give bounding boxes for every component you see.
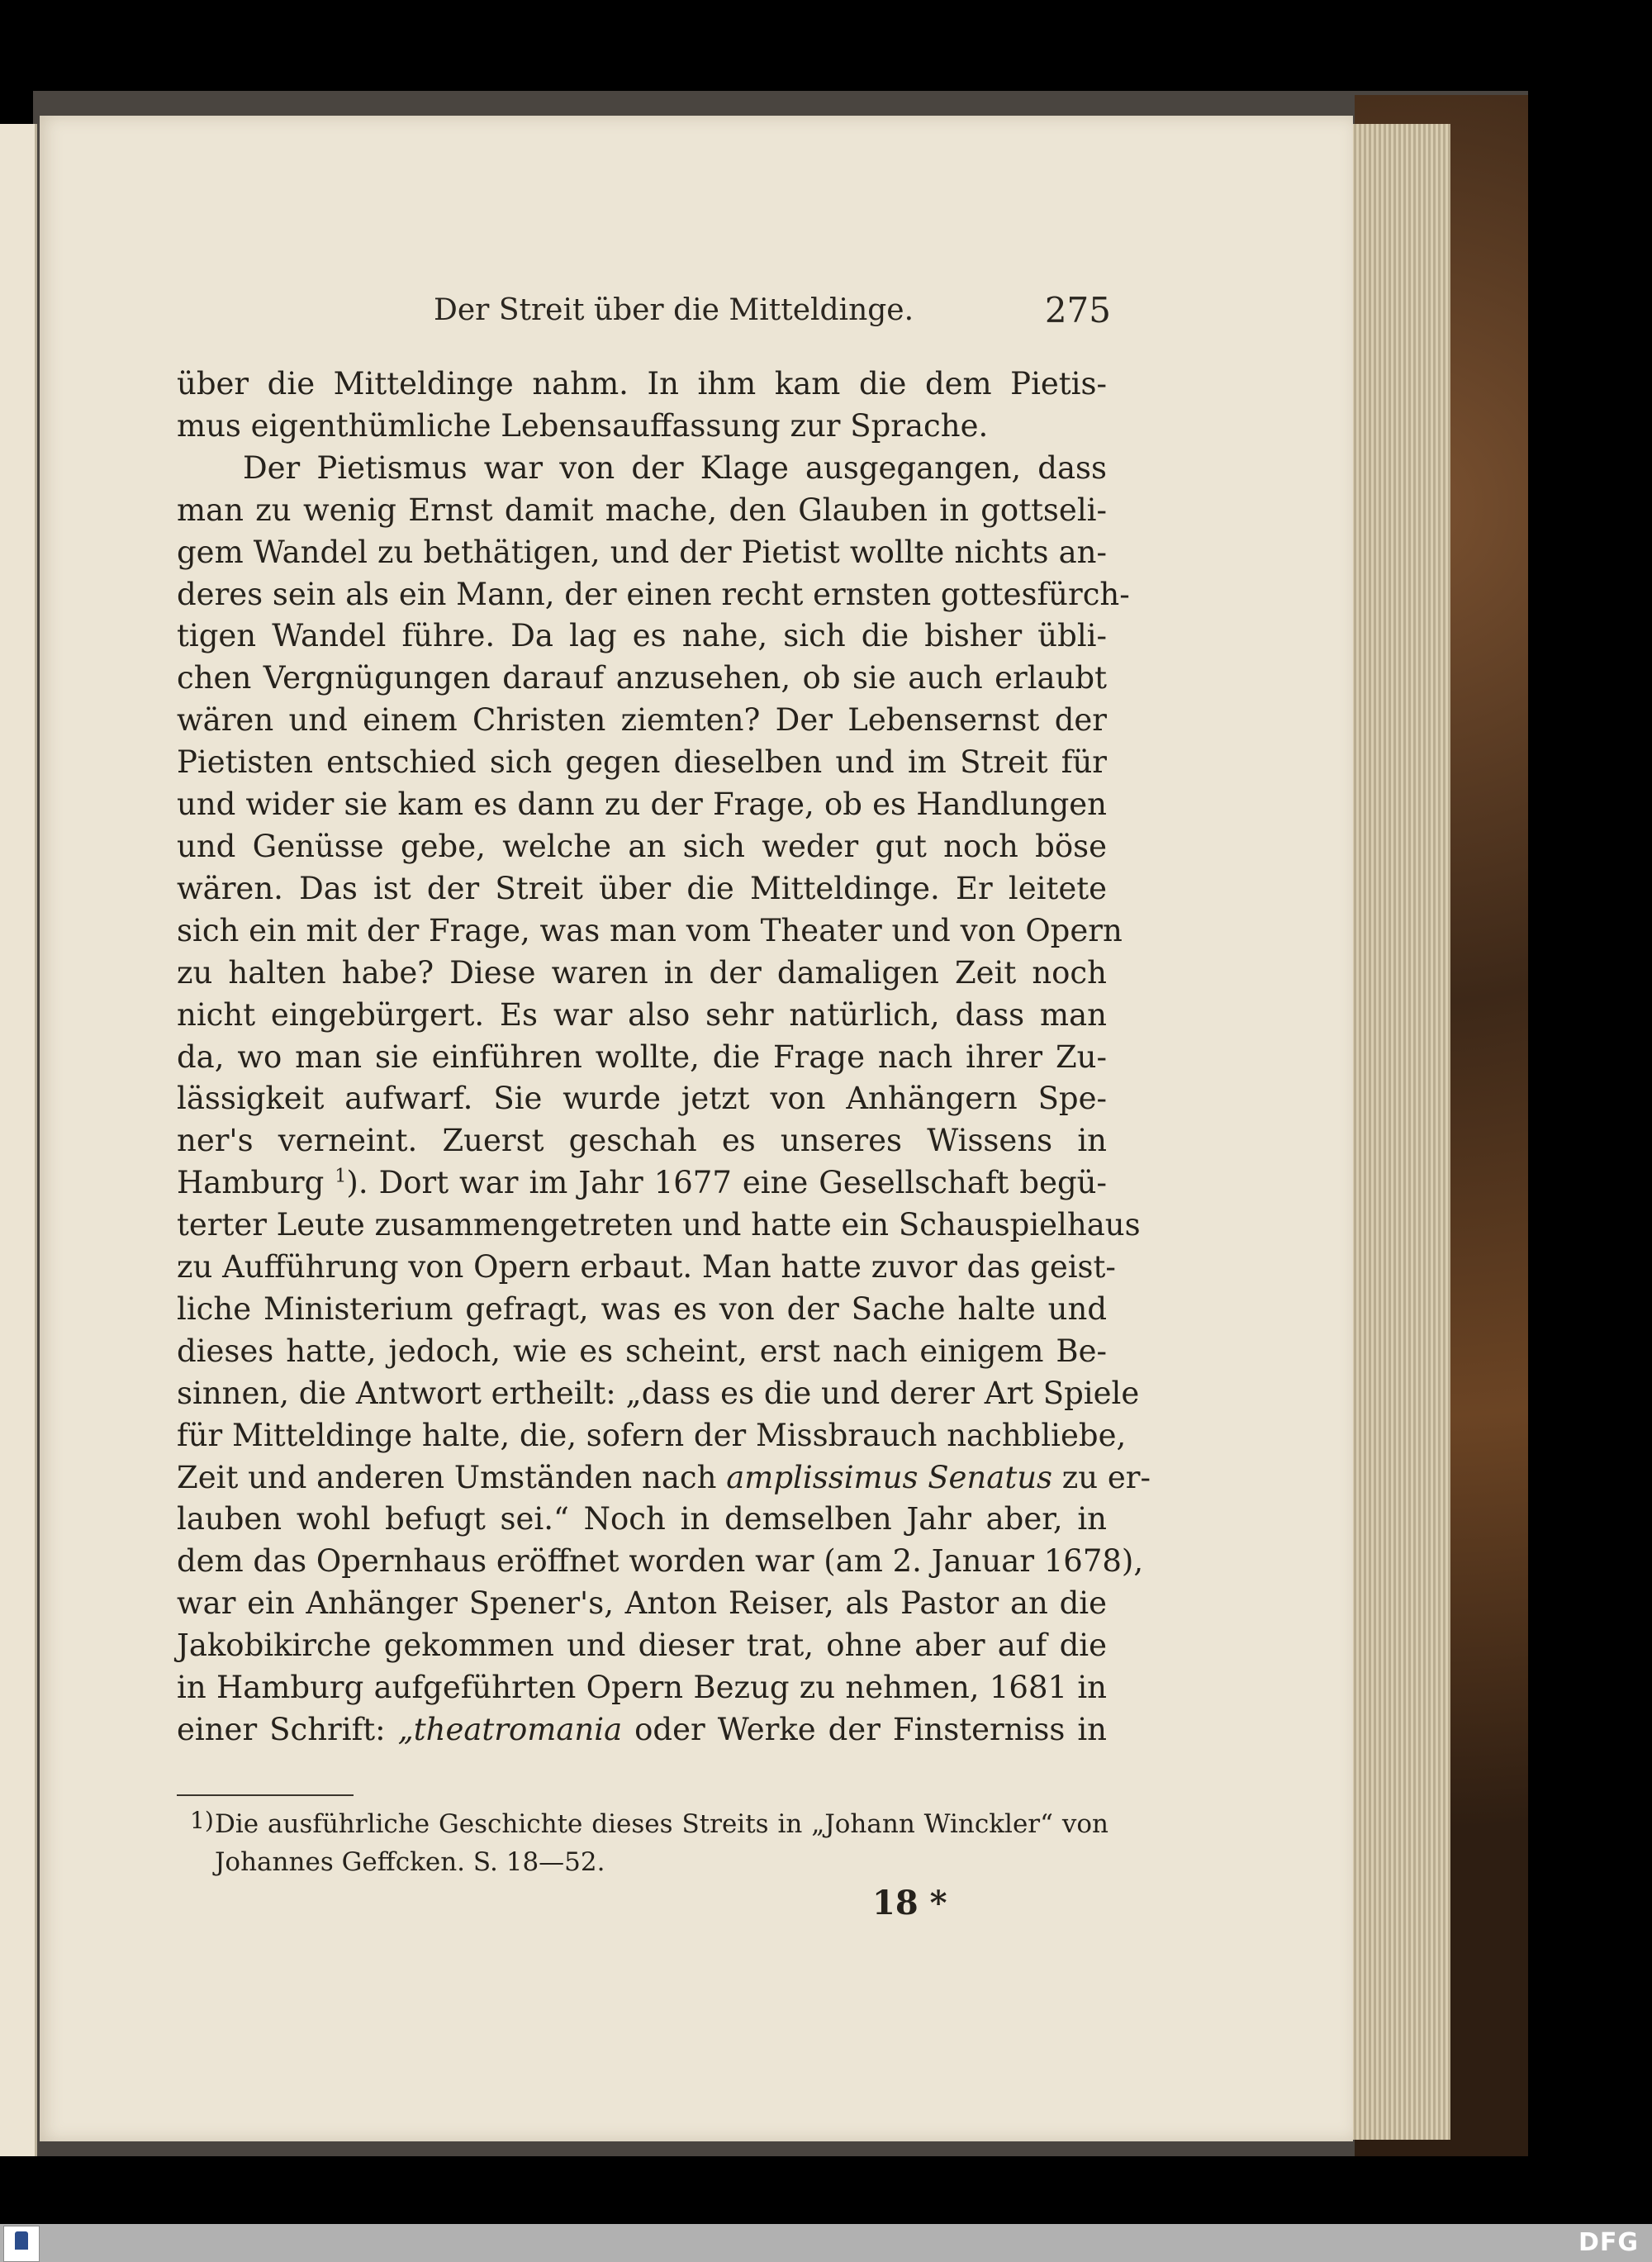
- text-line: [177, 1331, 1107, 1373]
- text-fragment: wären. Das ist der Streit über die Mitteldinge. Er leitete: [177, 870, 1107, 906]
- running-head-title: Der Streit über die Mitteldinge.: [434, 293, 914, 327]
- text-line: [177, 700, 1107, 742]
- text-fragment: liche Ministerium gefragt, was es von der Sache halte und: [177, 1290, 1107, 1327]
- footnote: [190, 1805, 1108, 1881]
- text-fragment: Die ausführliche Geschichte dieses Streits in „Johann Winckler“ von: [215, 1809, 1108, 1839]
- text-line: [177, 995, 1107, 1037]
- footnote-rule: [177, 1794, 354, 1796]
- text-fragment: Jakobikirche gekommen und dieser trat, ohne aber auf die: [177, 1628, 1107, 1664]
- text-fragment: chen Vergnügungen darauf anzusehen, ob sie auch erlaubt: [177, 660, 1107, 696]
- text-fragment: oder Werke der Finsterniss in: [622, 1712, 1107, 1747]
- text-fragment: dieses hatte, jedoch, wie es scheint, erst nach einigem Be-: [177, 1333, 1107, 1369]
- text-line: [177, 490, 1107, 532]
- text-fragment: Johannes Geffcken. S. 18—52.: [215, 1847, 605, 1877]
- running-head: [434, 290, 1111, 343]
- text-line: [177, 1162, 1107, 1205]
- text-fragment: deres sein als ein Mann, der einen recht ernsten gottesfürch-: [177, 576, 1130, 612]
- text-line: [177, 406, 1107, 448]
- text-fragment: zu Aufführung von Opern erbaut. Man hatte zuvor das geist-: [177, 1249, 1116, 1285]
- text-line: [177, 1078, 1107, 1120]
- text-line: [177, 910, 1123, 953]
- text-fragment: lässigkeit aufwarf. Sie wurde jetzt von Anhängern Spe-: [177, 1081, 1107, 1117]
- text-fragment: lauben wohl befugt sei.“ Noch in demselben Jahr aber, in: [177, 1501, 1107, 1537]
- text-line: [177, 532, 1107, 574]
- text-fragment: in Hamburg aufgeführten Opern Bezug zu nehmen, 1681 in: [177, 1670, 1107, 1706]
- text-fragment: über die Mitteldinge nahm. In ihm kam die dem Pietis-: [177, 366, 1107, 402]
- library-logo-mark: [15, 2231, 28, 2250]
- italic-phrase: „theatromania: [397, 1712, 623, 1747]
- text-fragment: für Mitteldinge halte, die, sofern der Missbrauch nachbliebe,: [177, 1417, 1127, 1453]
- text-line: [177, 364, 1107, 406]
- text-line: [177, 1205, 1141, 1247]
- text-line: [177, 448, 1107, 490]
- footnote-reference: 1: [335, 1165, 347, 1187]
- italic-phrase: amplissimus Senatus: [726, 1459, 1053, 1495]
- text-fragment: tigen Wandel führe. Da lag es nahe, sich die bisher übli-: [177, 618, 1107, 654]
- text-fragment: und Genüsse gebe, welche an sich weder gut noch böse: [177, 828, 1107, 864]
- text-line: [177, 1709, 1107, 1751]
- text-line: [177, 1667, 1107, 1709]
- footnote-marker: 1): [190, 1807, 214, 1834]
- text-fragment: und wider sie kam es dann zu der Frage, ob es Handlungen: [177, 786, 1107, 823]
- page-block-edges: [1351, 124, 1450, 2140]
- text-fragment: Der Pietismus war von der Klage ausgegangen, dass: [243, 449, 1107, 486]
- text-fragment: gem Wandel zu bethätigen, und der Pietist wollte nichts an-: [177, 534, 1107, 570]
- page-number: 275: [1044, 290, 1111, 330]
- text-line: [177, 1037, 1107, 1079]
- text-fragment: man zu wenig Ernst damit mache, den Glauben in gottseli-: [177, 492, 1107, 528]
- footnote-line: [215, 1805, 1108, 1843]
- text-fragment: war ein Anhänger Spener's, Anton Reiser, als Pastor an die: [177, 1585, 1107, 1622]
- text-fragment: einer Schrift:: [177, 1712, 398, 1747]
- body-text: [177, 364, 1151, 1751]
- text-line: [177, 615, 1107, 658]
- text-line: [177, 1541, 1144, 1583]
- left-page-edge: [0, 124, 37, 2156]
- text-fragment: nicht eingebürgert. Es war also sehr natürlich, dass man: [177, 996, 1107, 1033]
- text-fragment: dem das Opernhaus eröffnet worden war (am 2. Januar 1678),: [177, 1543, 1144, 1580]
- text-fragment: terter Leute zusammengetreten und hatte ein Schauspielhaus: [177, 1207, 1141, 1243]
- text-fragment: wären und einem Christen ziemten? Der Lebensernst der: [177, 702, 1107, 739]
- text-line: [177, 1373, 1140, 1415]
- text-fragment: zu halten habe? Diese waren in der damaligen Zeit noch: [177, 954, 1107, 991]
- dfg-logo: DFG: [1578, 2228, 1639, 2257]
- text-fragment: Pietisten entschied sich gegen dieselben und im Streit für: [177, 744, 1107, 781]
- text-fragment: zu er-: [1052, 1459, 1151, 1495]
- text-line: [177, 574, 1130, 616]
- text-line: [177, 1625, 1107, 1667]
- text-fragment: ner's verneint. Zuerst geschah es unseres Wissens in: [177, 1123, 1107, 1159]
- text-line: [177, 658, 1107, 700]
- text-line: [177, 784, 1107, 826]
- viewer-footer-bar: [0, 2224, 1652, 2262]
- text-fragment: Hamburg: [177, 1165, 325, 1201]
- footnote-line: [215, 1843, 1108, 1881]
- text-line: [177, 1583, 1107, 1625]
- text-fragment: mus eigenthümliche Lebensauffassung zur Sprache.: [177, 407, 989, 444]
- text-fragment: sich ein mit der Frage, was man vom Theater und von Opern: [177, 912, 1123, 948]
- text-line: [177, 1499, 1107, 1541]
- text-fragment: sinnen, die Antwort ertheilt: „dass es die und derer Art Spiele: [177, 1375, 1140, 1411]
- library-logo-icon: [3, 2226, 40, 2262]
- text-line: [177, 1247, 1116, 1289]
- text-line: [177, 953, 1107, 995]
- text-line: [177, 742, 1107, 784]
- text-line: [177, 1415, 1127, 1457]
- text-line: [177, 826, 1107, 868]
- text-line: [177, 1120, 1107, 1162]
- text-line: [177, 868, 1107, 910]
- text-fragment: Zeit und anderen Umständen nach: [177, 1459, 727, 1495]
- signature-mark: 18 *: [872, 1884, 947, 1922]
- text-line: [177, 1457, 1151, 1499]
- text-fragment: ). Dort war im Jahr 1677 eine Gesellschaft begü-: [346, 1165, 1107, 1201]
- text-line: [177, 1289, 1107, 1331]
- text-fragment: da, wo man sie einführen wollte, die Frage nach ihrer Zu-: [177, 1038, 1107, 1075]
